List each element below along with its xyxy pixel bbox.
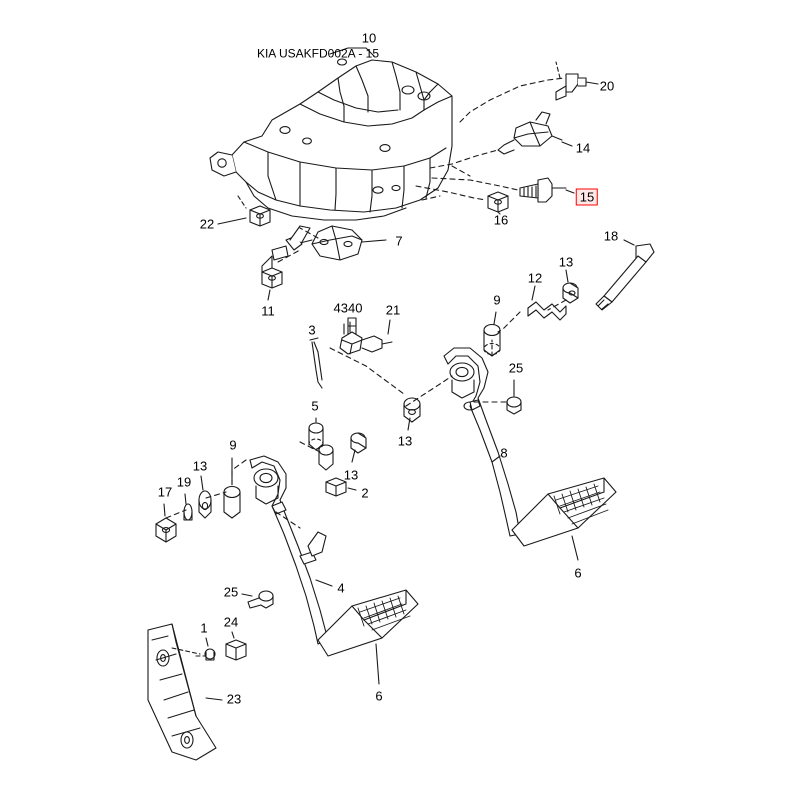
callout-3: 3 (308, 322, 316, 338)
callout-13-upper-right: 13 (558, 254, 574, 270)
callout-21: 21 (385, 302, 401, 318)
callout-16: 16 (493, 212, 509, 228)
callout-15-highlighted[interactable]: 15 (576, 189, 598, 206)
callout-9-upper: 9 (493, 292, 501, 308)
callout-9-lower: 9 (229, 437, 237, 453)
part-bracket-7 (262, 226, 362, 276)
part-nut-11 (262, 268, 282, 288)
callout-13-middle: 13 (397, 433, 413, 449)
callout-19: 19 (176, 474, 192, 490)
part-nut-22 (250, 206, 270, 226)
part-nut-16 (488, 192, 508, 212)
part-plug-25a (507, 397, 521, 414)
part-bushing-13b (351, 433, 366, 453)
callout-13-left: 13 (192, 458, 208, 474)
part-bushing-13c (199, 491, 211, 518)
callout-23: 23 (226, 691, 242, 707)
callout-17: 17 (157, 484, 173, 500)
callout-22: 22 (199, 216, 215, 232)
callout-11: 11 (261, 303, 275, 319)
callout-2: 2 (361, 485, 369, 501)
part-footrest-23 (148, 620, 216, 760)
callout-10: 10 (361, 30, 377, 46)
callout-1: 1 (200, 620, 208, 636)
callout-20: 20 (599, 78, 615, 94)
callout-25-lower: 25 (223, 584, 239, 600)
part-bolt-15 (520, 178, 566, 202)
callout-4: 4 (337, 580, 345, 596)
part-bracket-10 (210, 48, 452, 220)
part-sleeve-5b (319, 445, 333, 470)
part-bolt-18 (596, 244, 654, 310)
callout-5: 5 (311, 398, 319, 414)
part-nut-17 (156, 518, 176, 542)
diagram-caption: KIA USAKFD002A - 15 (256, 46, 380, 61)
callout-25-upper: 25 (508, 360, 524, 376)
callout-8: 8 (500, 445, 508, 461)
part-washer-1 (205, 649, 215, 660)
part-pin-3 (310, 338, 322, 388)
part-pedal-arm-8 (444, 348, 616, 546)
part-washer-19 (184, 504, 192, 520)
callout-4340: 4340 (333, 300, 363, 316)
callout-24: 24 (223, 614, 239, 630)
callout-7: 7 (395, 233, 403, 249)
part-sleeve-9b (224, 487, 240, 519)
callout-6-lower: 6 (375, 688, 383, 704)
part-bushing-13d (404, 398, 420, 422)
part-plug-25b (248, 591, 273, 608)
callout-13-center: 13 (343, 467, 359, 483)
part-nut-24 (226, 640, 246, 660)
callout-14: 14 (575, 140, 591, 156)
part-spring-12 (528, 302, 566, 320)
part-switch-14 (498, 112, 562, 154)
callout-12: 12 (527, 270, 543, 286)
callout-6-upper: 6 (574, 565, 582, 581)
callout-18: 18 (603, 228, 619, 244)
